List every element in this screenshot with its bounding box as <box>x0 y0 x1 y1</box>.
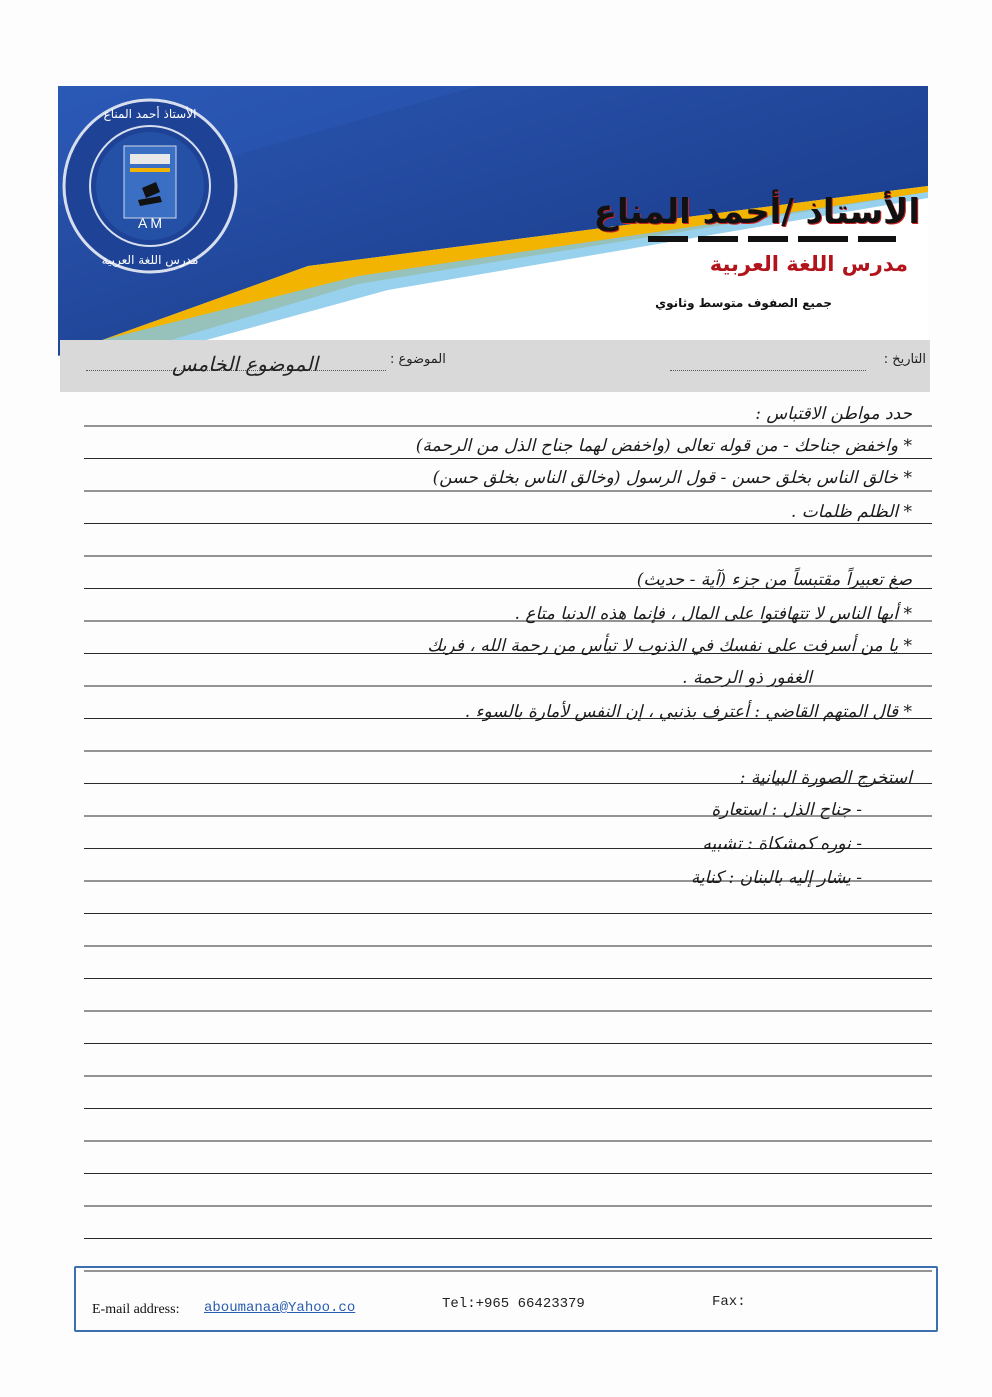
teacher-name: الأستاذ /أحمد المناع <box>593 192 920 232</box>
hand-line-1: حدد مواطن الاقتباس : <box>755 404 912 424</box>
subject-label: الموضوع : <box>390 352 446 367</box>
hand-line-3: * خالق الناس بخلق حسن - قول الرسول (وخالق الناس بخلق حسن) <box>432 468 912 488</box>
hand-line-7: * يا من أسرفت على نفسك في الذنوب لا تيأس من رحمة الله ، فربك <box>427 636 912 656</box>
seal-monogram: A M <box>137 215 163 231</box>
subject-handwritten: الموضوع الخامس <box>172 352 319 376</box>
date-label: التاريخ : <box>883 352 926 367</box>
hand-line-13: - يشار إليه بالبنان : كناية <box>690 868 862 888</box>
email-link[interactable]: aboumanaa@Yahoo.co <box>204 1300 356 1316</box>
fax: Fax: <box>712 1294 746 1310</box>
telephone: Tel:+965 66423379 <box>442 1296 585 1312</box>
seal-top-text: الأستاذ أحمد المناع <box>103 107 197 121</box>
hand-line-6: * أيها الناس لا تتهافتوا على المال ، فإنما هذه الدنيا متاع . <box>514 604 912 624</box>
teacher-subject: مدرس اللغة العربية <box>709 252 908 276</box>
hand-line-9: * قال المتهم القاضي : أعترف بذنبي ، إن النفس لأمارة بالسوء . <box>464 702 912 722</box>
hand-line-11: - جناح الذل : استعارة <box>711 800 862 820</box>
seal-bottom-text: مدرس اللغة العربية <box>101 253 199 267</box>
hand-line-10: استخرج الصورة البيانية : <box>739 768 912 788</box>
hand-line-2: * واخفض جناحك - من قوله تعالى (واخفض لهما جناح الذل من الرحمة) <box>415 436 912 456</box>
email-label: E-mail address: <box>92 1302 180 1317</box>
hand-line-12: - نوره كمشكاة : تشبيه <box>702 834 862 854</box>
hand-line-4: * الظلم ظلمات . <box>790 502 912 522</box>
hand-line-8: الغفور ذو الرحمة . <box>682 668 812 688</box>
teacher-grades: جميع الصفوف متوسط وثانوي <box>655 296 832 310</box>
hand-line-5: صغ تعبيراً مقتبساً من جزء (آية - حديث) <box>636 570 912 590</box>
